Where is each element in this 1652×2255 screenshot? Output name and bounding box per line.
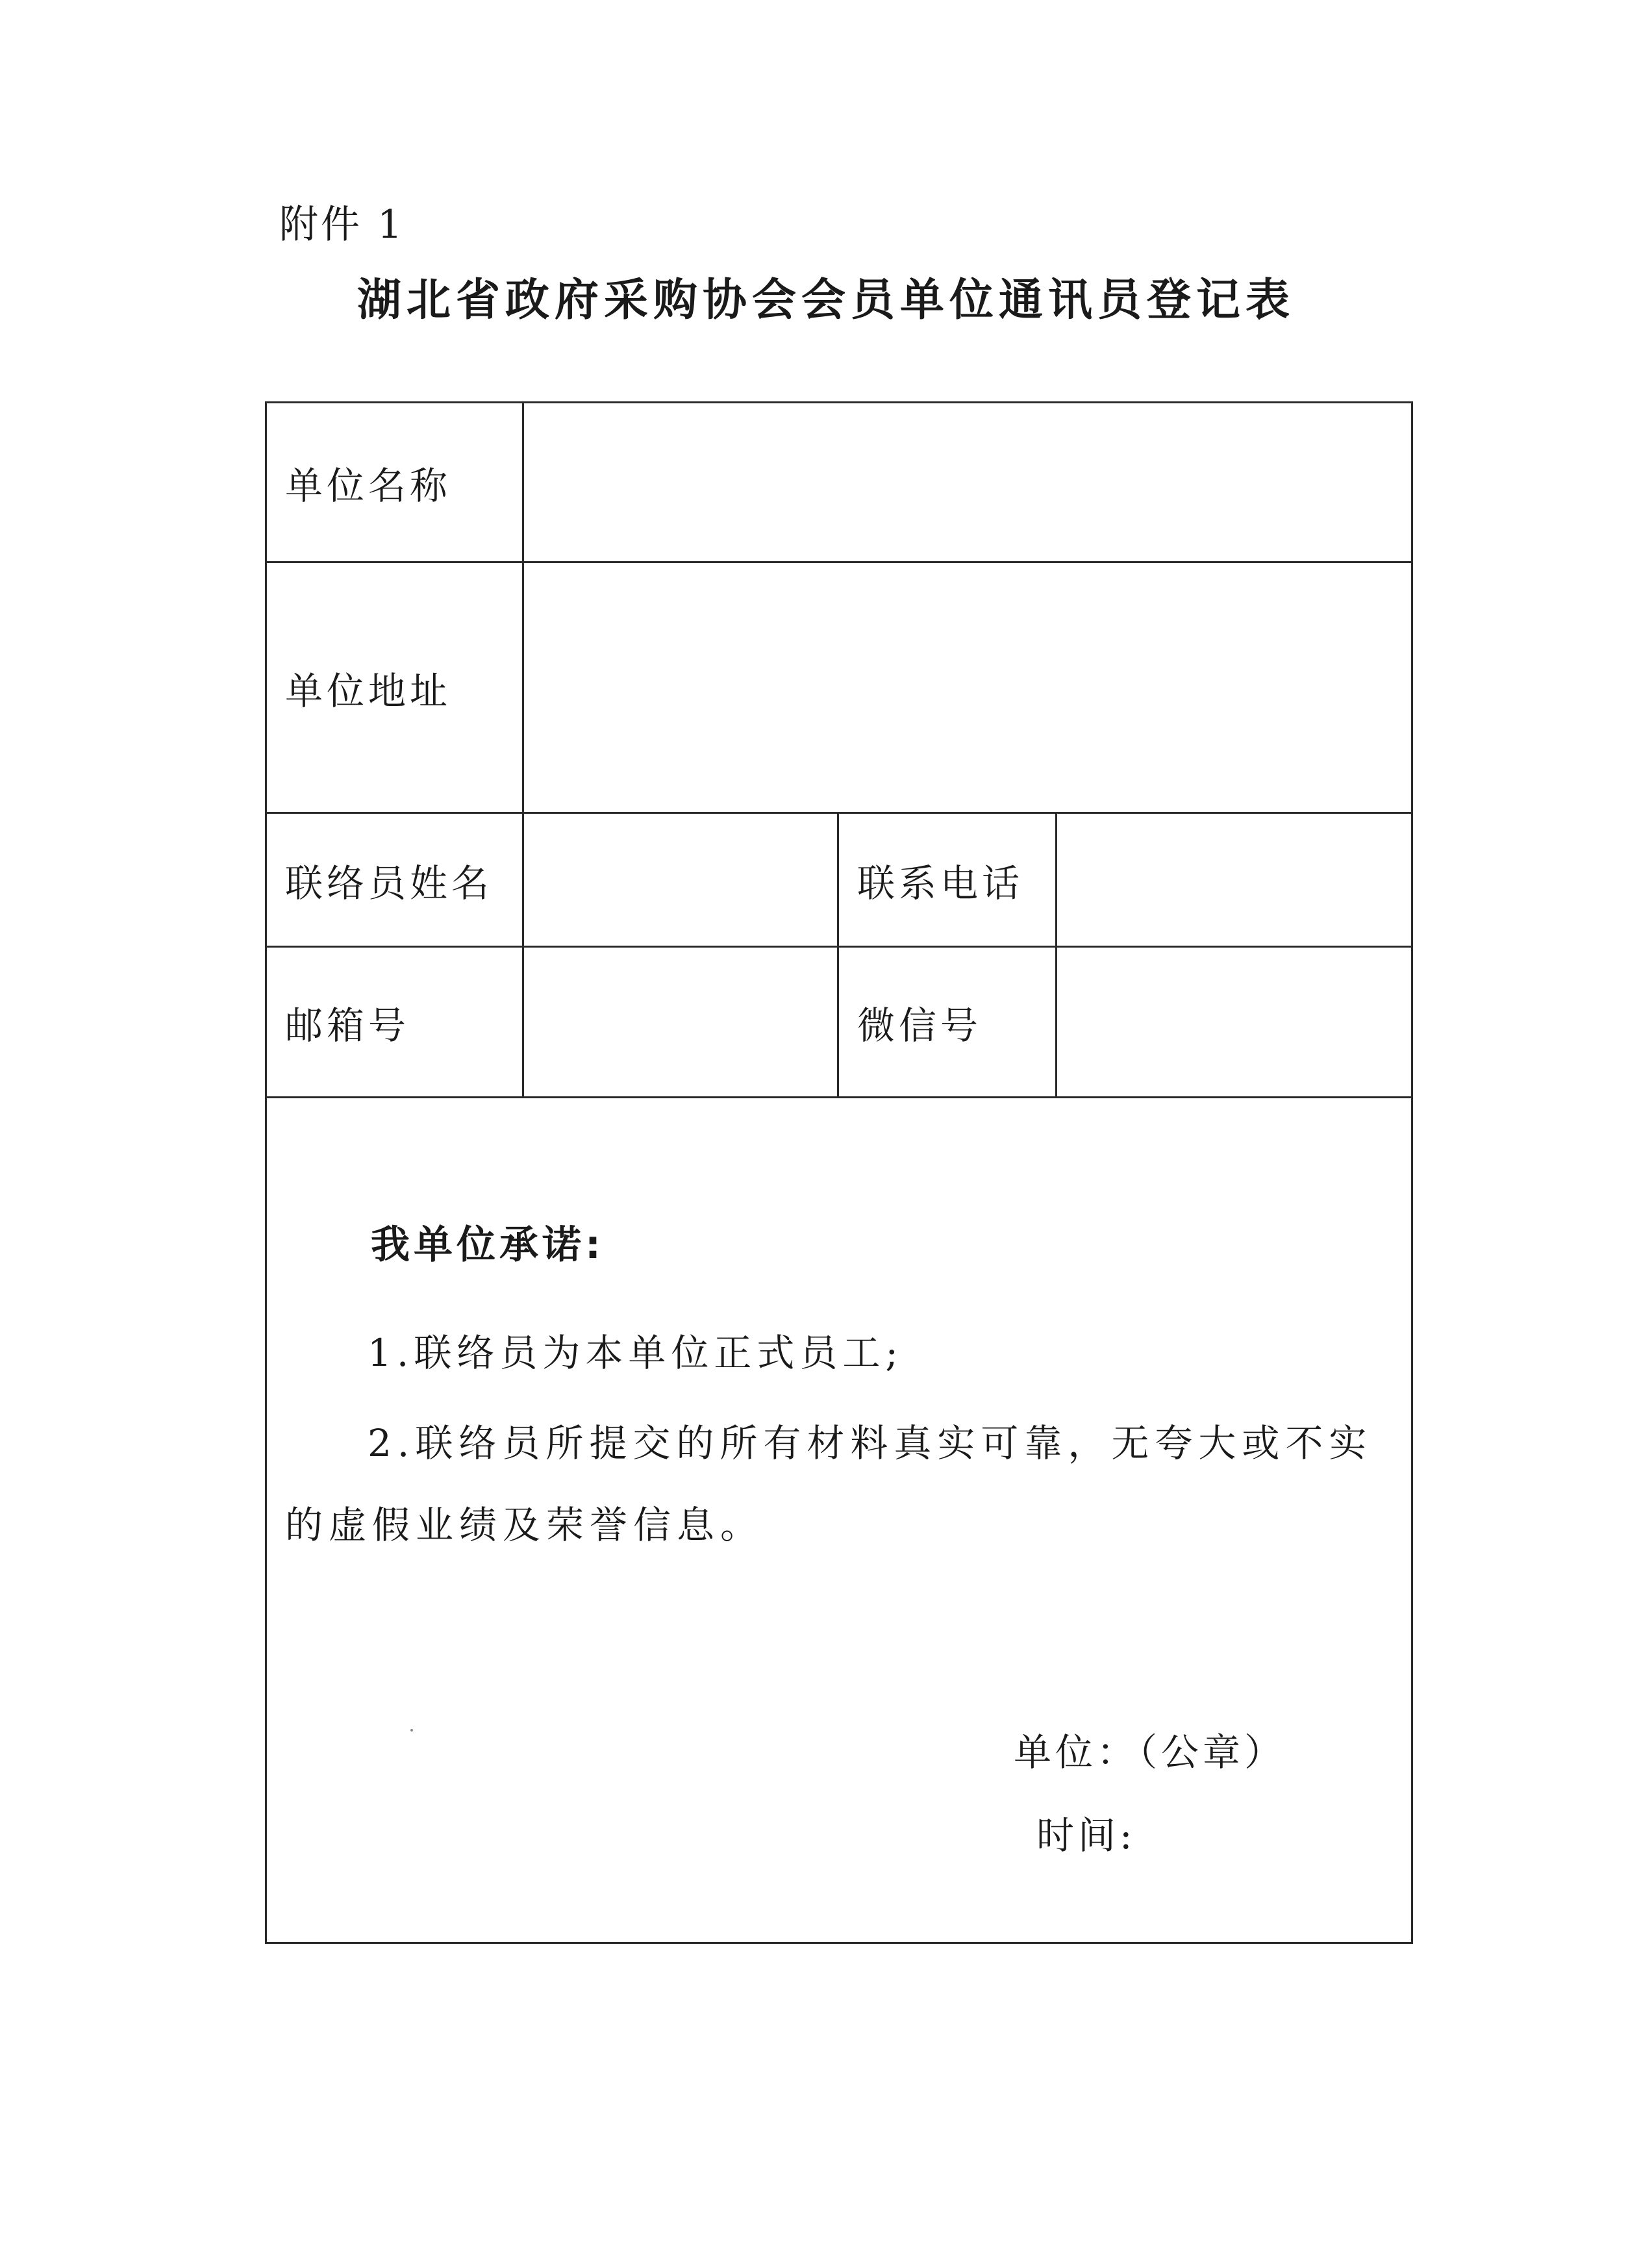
email-label: 邮箱号 [266, 947, 523, 1098]
phone-field[interactable] [1057, 813, 1412, 947]
email-field[interactable] [523, 947, 838, 1098]
contact-name-label: 联络员姓名 [266, 813, 523, 947]
promise-item-2: 2.联络员所提交的所有材料真实可靠，无夸大或不实的虚假业绩及荣誉信息。 [285, 1421, 1373, 1547]
unit-address-label: 单位地址 [266, 562, 523, 813]
unit-address-field[interactable] [523, 562, 1412, 813]
unit-address-row [266, 562, 1412, 813]
promise-item-1: 1.联络员为本单位正式员工; [368, 1331, 903, 1375]
unit-stamp-line: 单位：（公章） [1014, 1730, 1286, 1774]
promise-heading: 我单位承诺: [371, 1222, 605, 1268]
unit-name-row [266, 403, 1412, 562]
phone-label: 联系电话 [838, 813, 1057, 947]
promise-cell [266, 1098, 1412, 1943]
form-title: 湖北省政府采购协会会员单位通讯员登记表 [357, 275, 1295, 326]
contact-name-field[interactable] [523, 813, 838, 947]
registration-form-table [265, 401, 1413, 1944]
promise-row [266, 1098, 1412, 1943]
unit-name-field[interactable] [523, 403, 1412, 562]
wechat-label: 微信号 [838, 947, 1057, 1098]
unit-name-label: 单位名称 [266, 403, 523, 562]
contact-row [266, 813, 1412, 947]
wechat-field[interactable] [1057, 947, 1412, 1098]
time-line: 时间: [1036, 1813, 1136, 1858]
attachment-label: 附件 1 [279, 202, 405, 247]
scan-speck [410, 1729, 413, 1732]
email-wechat-row [266, 947, 1412, 1098]
